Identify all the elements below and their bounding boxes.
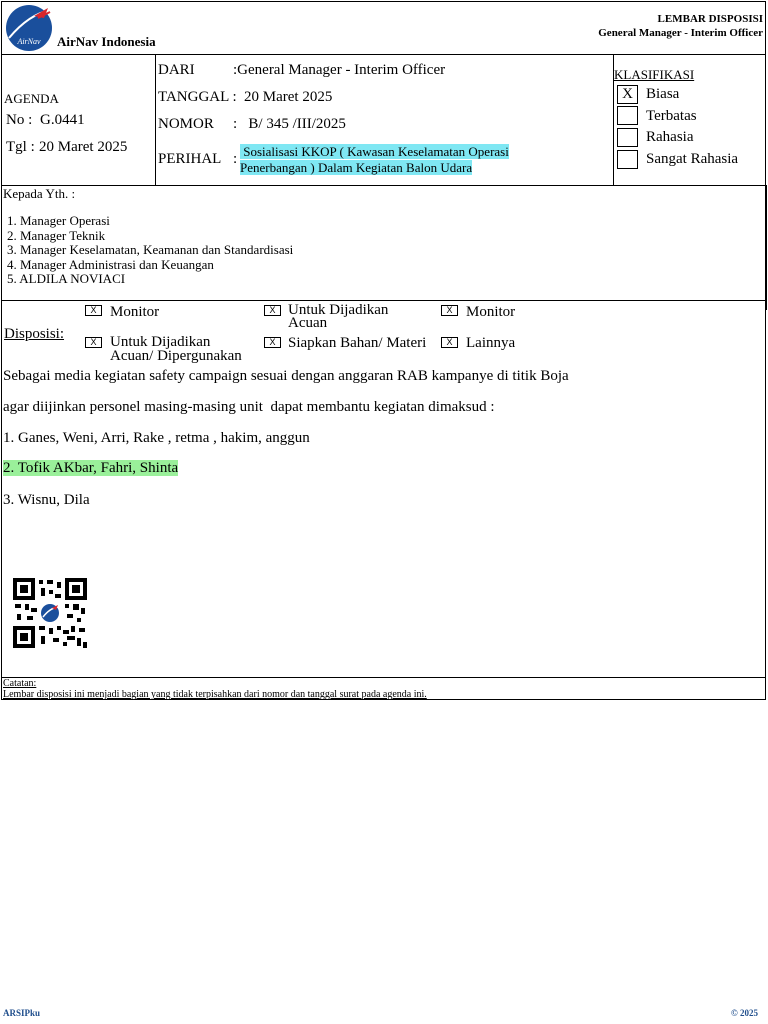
perihal-label: PERIHAL: [158, 151, 222, 167]
dari-label: DARI: [158, 62, 195, 78]
agenda-no-value: G.0441: [40, 112, 85, 128]
airnav-logo: [4, 4, 54, 52]
meta-divider: [1, 185, 766, 186]
document-title: [598, 12, 763, 40]
perihal-colon: :: [233, 151, 238, 167]
disposisi-option-dipergunakan-line2: Acuan/ Dipergunakan: [110, 348, 242, 364]
tanggal-value: 20 Maret 2025: [244, 89, 333, 105]
recipients-list: [7, 214, 293, 287]
perihal-value: [240, 144, 509, 176]
disposisi-checkbox-monitor-2[interactable]: X: [441, 305, 458, 316]
klasifikasi-checkbox-sangat-rahasia[interactable]: [617, 150, 638, 169]
catatan-text: Lembar disposisi ini menjadi bagian yang tidak terpisahkan dari nomor dan tanggal surat pada agenda ini.: [3, 689, 427, 700]
klasifikasi-label-terbatas: Terbatas: [646, 108, 697, 124]
right-edge-line: [766, 185, 767, 310]
disposisi-option-dipergunakan-line1: Untuk Dijadikan: [110, 334, 211, 350]
dari-value: :General Manager - Interim Officer: [233, 62, 446, 78]
footer-source: ARSIPku: [3, 1008, 41, 1018]
logo-wordmark: AirNav: [17, 37, 41, 46]
agenda-tgl-value: 20 Maret 2025: [39, 139, 128, 155]
disposisi-option-lainnya: Lainnya: [466, 335, 516, 351]
klasifikasi-checkbox-biasa[interactable]: X: [617, 85, 638, 104]
catatan: [3, 678, 427, 700]
nomor-value: : B/ 345 /III/2025: [233, 116, 346, 132]
disposisi-option-monitor-2: Monitor: [466, 304, 516, 320]
agenda-divider: [155, 54, 156, 185]
document-title-sub: General Manager - Interim Officer: [598, 27, 763, 39]
disposisi-checkbox-dipergunakan[interactable]: X: [85, 337, 102, 348]
recipients-divider: [1, 300, 766, 301]
disposisi-checkbox-lainnya[interactable]: X: [441, 337, 458, 348]
perihal-line-1: Sosialisasi KKOP ( Kawasan Keselamatan Operasi: [240, 144, 509, 159]
nomor-label: NOMOR: [158, 116, 214, 132]
klasifikasi-label-sangat-rahasia: Sangat Rahasia: [646, 151, 739, 167]
klasifikasi-label-biasa: Biasa: [646, 86, 680, 102]
header-divider: [1, 54, 766, 55]
document-title-main: LEMBAR DISPOSISI: [657, 13, 763, 25]
body-line-4: [3, 460, 178, 477]
disposisi-checkbox-acuan[interactable]: X: [264, 305, 281, 316]
company-name: AirNav Indonesia: [57, 34, 156, 49]
klasifikasi-checkbox-rahasia[interactable]: [617, 128, 638, 147]
disposisi-option-dipergunakan: [110, 335, 242, 363]
klasifikasi-title: KLASIFIKASI: [614, 67, 695, 82]
disposisi-option-acuan-line1: Untuk Dijadikan: [288, 302, 389, 318]
list-item: 4. Manager Administrasi dan Keuangan: [7, 256, 214, 272]
qr-code: [13, 578, 87, 648]
tanggal-label: TANGGAL :: [158, 89, 237, 105]
catatan-label: Catatan:: [3, 678, 37, 689]
body-line-3: 1. Ganes, Weni, Arri, Rake , retma , hakim, anggun: [3, 430, 310, 446]
klasifikasi-checkbox-terbatas[interactable]: [617, 106, 638, 125]
highlighted-names: 2. Tofik AKbar, Fahri, Shinta: [3, 460, 179, 476]
agenda-label: AGENDA: [4, 91, 59, 106]
agenda-tgl-label: Tgl :: [6, 139, 35, 155]
disposisi-checkbox-monitor-1[interactable]: X: [85, 305, 102, 316]
body-line-5: 3. Wisnu, Dila: [3, 492, 90, 508]
list-item: 2. Manager Teknik: [7, 227, 106, 243]
list-item: 1. Manager Operasi: [7, 213, 110, 228]
disposisi-option-acuan-line2: Acuan: [288, 315, 328, 331]
perihal-line-2: Penerbangan ) Dalam Kegiatan Balon Udara: [240, 160, 473, 175]
disposisi-option-acuan: [288, 304, 388, 330]
disposisi-label: Disposisi:: [4, 326, 65, 342]
list-item: 3. Manager Keselamatan, Keamanan dan Standardisasi: [7, 242, 294, 257]
disposisi-option-siapkan: Siapkan Bahan/ Materi: [288, 335, 427, 351]
agenda-no-label: No :: [6, 112, 33, 128]
disposisi-checkbox-siapkan[interactable]: X: [264, 337, 281, 348]
body-line-1: Sebagai media kegiatan safety campaign sesuai dengan anggaran RAB kampanye di titik Boja: [3, 368, 569, 384]
body-line-2: agar diijinkan personel masing-masing unit dapat membantu kegiatan dimaksud :: [3, 399, 495, 415]
footer-copyright: © 2025: [731, 1008, 758, 1018]
list-item: 5. ALDILA NOVIACI: [7, 271, 126, 286]
recipients-title: Kepada Yth. :: [3, 186, 76, 201]
klasifikasi-label-rahasia: Rahasia: [646, 129, 694, 145]
disposisi-option-monitor-1: Monitor: [110, 304, 160, 320]
